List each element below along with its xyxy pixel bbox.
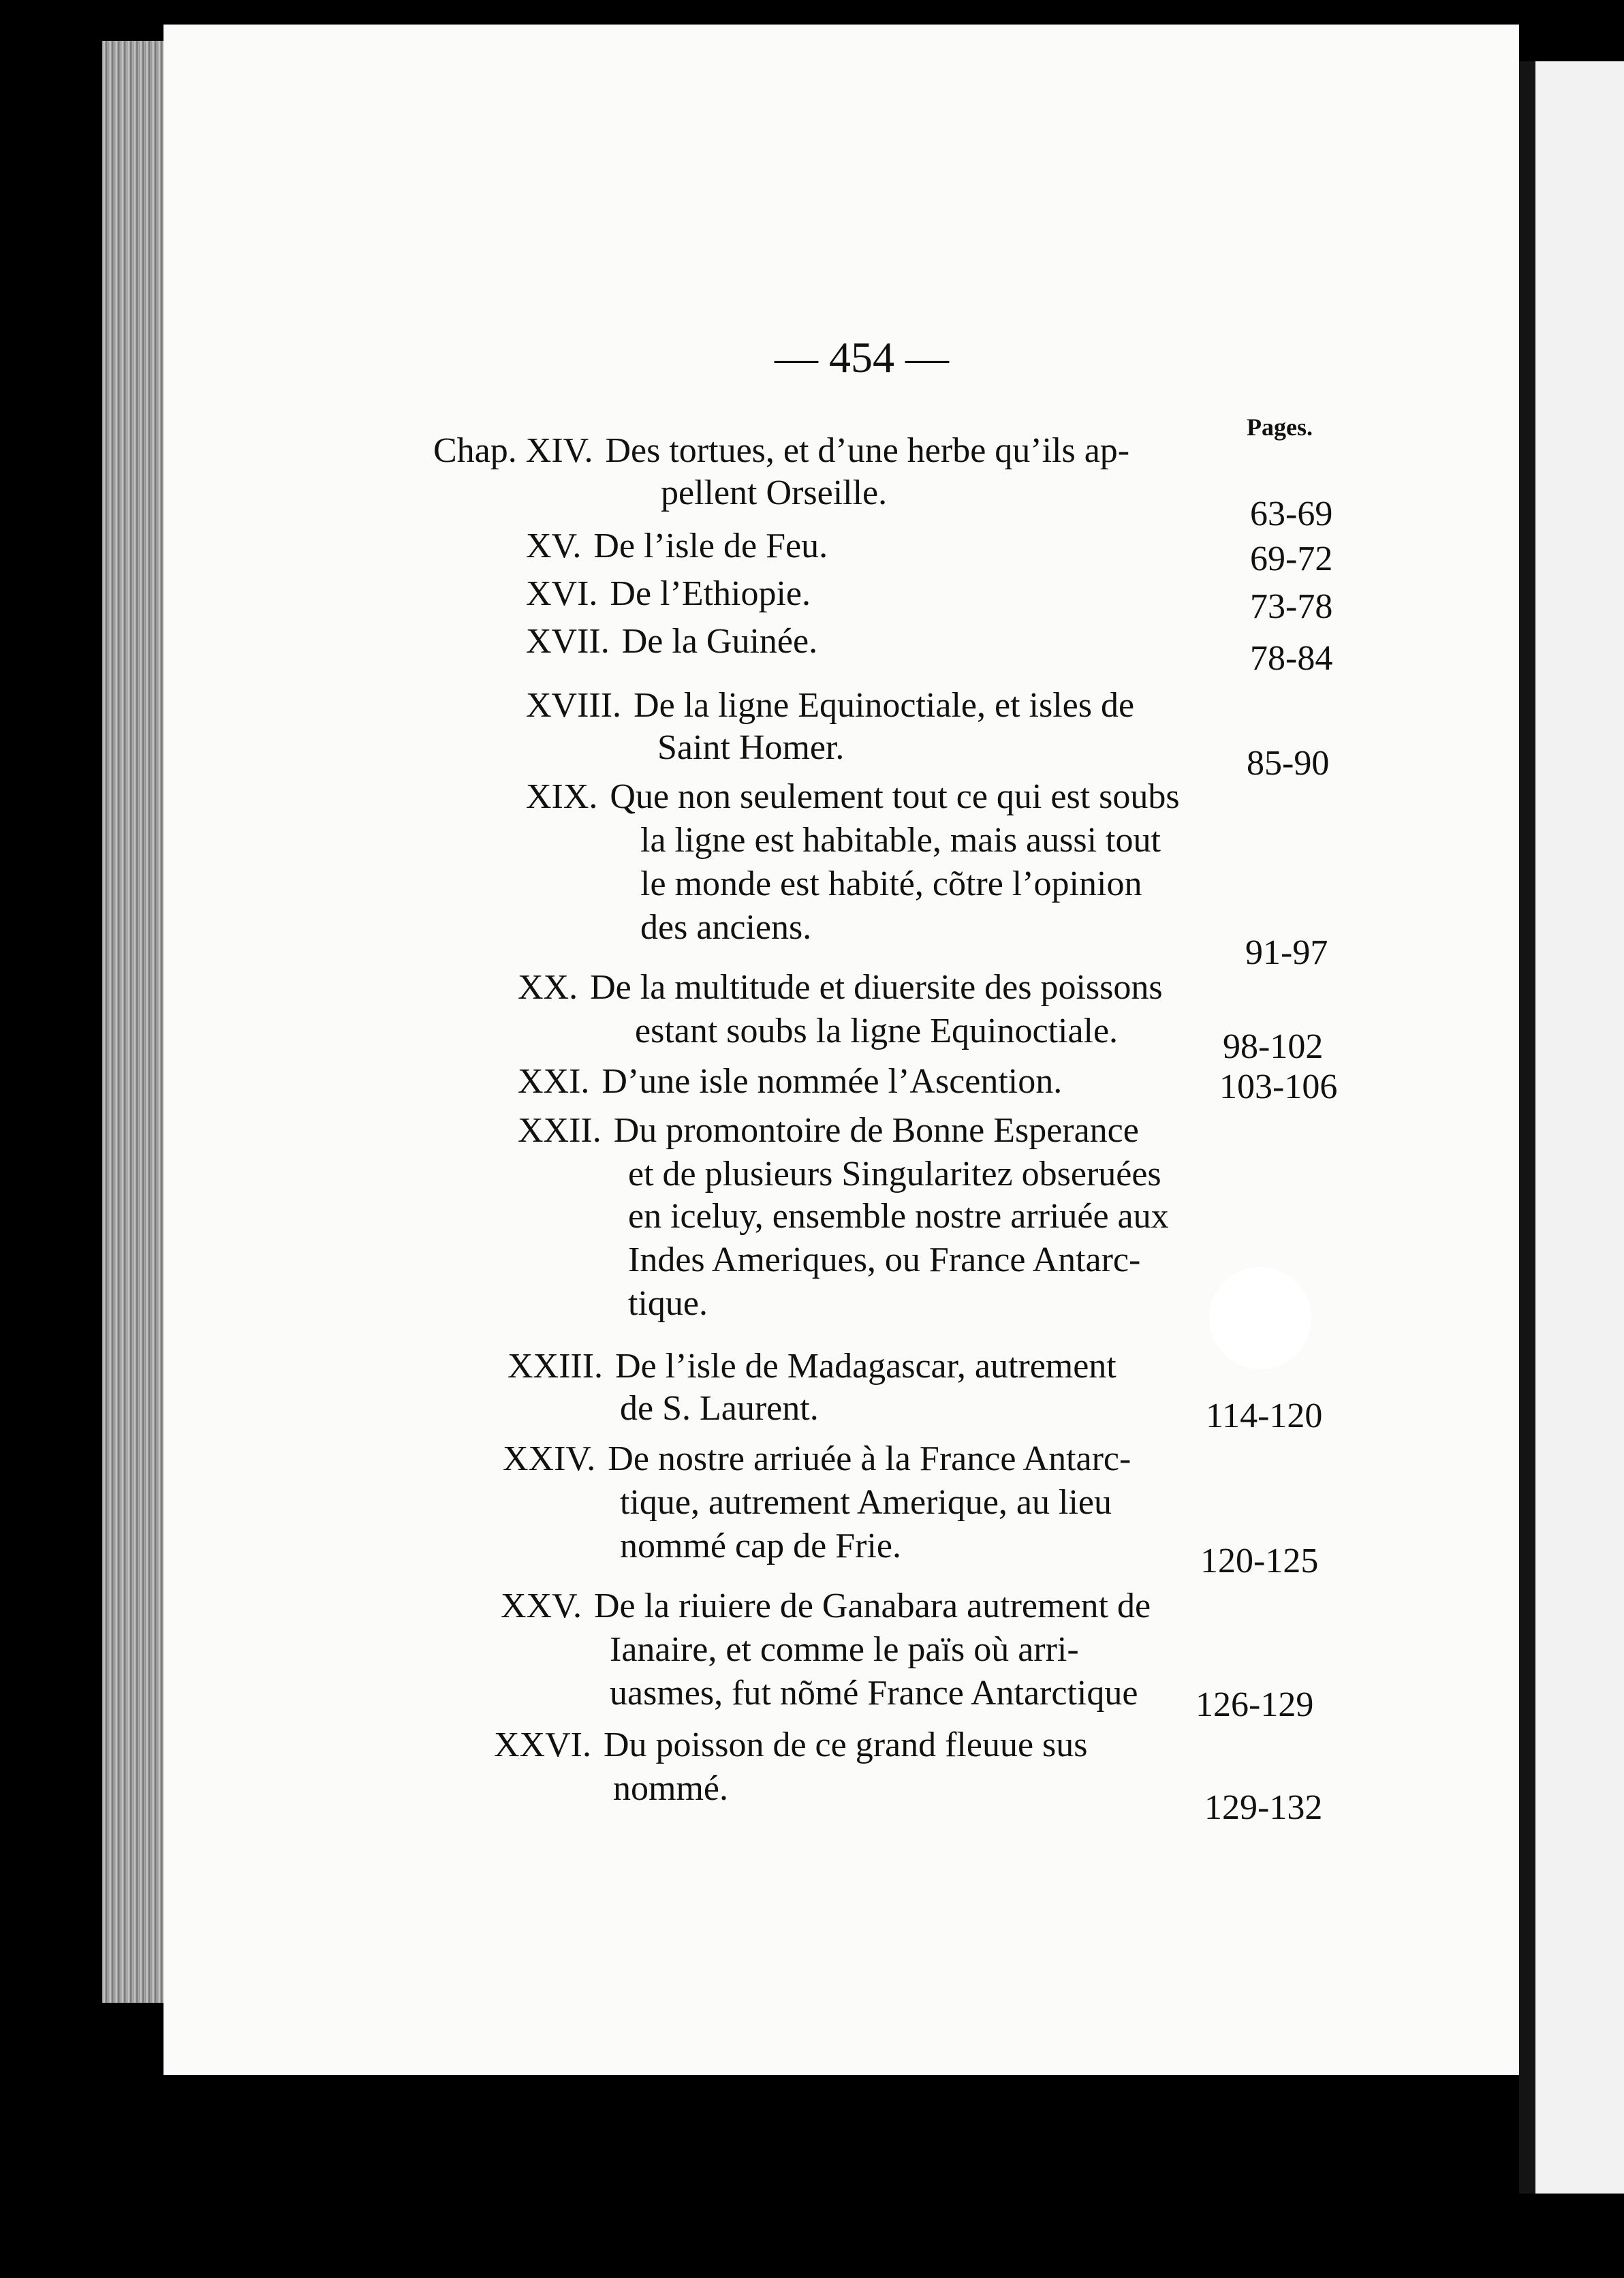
chapter-number: XVII. (526, 622, 610, 661)
toc-entry-line (628, 1283, 708, 1324)
chapter-title-text: uasmes, fut nõmé France Antarctique (610, 1674, 1138, 1713)
chapter-number: XXIII. (507, 1347, 604, 1386)
page-range: 69-72 (1250, 540, 1333, 578)
toc-entry-line (526, 574, 811, 614)
toc-entry-line (628, 1196, 1169, 1237)
toc-entry-line (620, 1388, 819, 1429)
page-edges (102, 41, 163, 2003)
chapter-number: XXV. (501, 1587, 582, 1625)
book-spine (1519, 61, 1535, 2194)
chapter-title-text: De l’isle de Madagascar, autrement (615, 1347, 1116, 1386)
chapter-title-text: D’une isle nommée l’Ascention. (602, 1062, 1063, 1101)
toc-entry-line (620, 1482, 1112, 1523)
page-number: — 454 — (775, 333, 949, 381)
chapter-number: XXI. (518, 1062, 590, 1101)
chapter-number: XXIV. (503, 1439, 596, 1478)
chapter-title-text: Indes Ameriques, ou France Antarc- (628, 1241, 1141, 1279)
toc-entry-line (640, 864, 1142, 905)
toc-entry-line (494, 1725, 1088, 1766)
chapter-title-text: De la multitude et diuersite des poissons (590, 968, 1163, 1007)
chapter-number: XXVI. (494, 1726, 591, 1764)
chapter-title-text: le monde est habité, cõtre l’opinion (640, 864, 1142, 903)
chapter-number: XVIII. (526, 686, 622, 725)
toc-entry-line (661, 473, 887, 514)
toc-entry-line (640, 907, 811, 948)
toc-entry-line (501, 1586, 1151, 1627)
toc-entry-line (526, 621, 817, 662)
chapter-title-text: tique, autrement Amerique, au lieu (620, 1483, 1112, 1522)
chapter-title-text: et de plusieurs Singularitez obseruées (628, 1155, 1161, 1193)
toc-entry-line (628, 1154, 1161, 1195)
toc-entry-line (610, 1673, 1138, 1714)
toc-entry-line (526, 777, 1180, 817)
page-range: 103-106 (1219, 1067, 1338, 1106)
pages-column-header: Pages. (1247, 414, 1313, 441)
chapter-title-text: Des tortues, et d’une herbe qu’ils ap- (605, 431, 1130, 470)
chapter-title-text: De la riuiere de Ganabara autrement de (593, 1587, 1151, 1625)
facing-page-edge (1535, 61, 1624, 2194)
chapter-title-text: De l’isle de Feu. (593, 527, 828, 565)
chapter-title-text: Du poisson de ce grand fleuue sus (603, 1726, 1088, 1764)
page-range: 63-69 (1250, 495, 1333, 533)
chapter-number: XXII. (518, 1111, 602, 1150)
toc-entry-line (613, 1768, 728, 1809)
page-range: 98-102 (1223, 1027, 1324, 1066)
toc-entry-line (657, 728, 844, 768)
chapter-title-text: Saint Homer. (657, 728, 845, 767)
toc-entry-line (610, 1629, 1079, 1670)
toc-entry-line (628, 1240, 1140, 1281)
chapter-title-text: Du promontoire de Bonne Esperance (613, 1111, 1139, 1150)
chapter-title-text: De l’Ethiopie. (610, 574, 811, 613)
ink-blot (1209, 1267, 1311, 1369)
chapter-title-text: pellent Orseille. (661, 473, 888, 512)
toc-entry-line (433, 431, 1129, 471)
chapter-number: XVI. (526, 574, 598, 613)
toc-entry-line (620, 1526, 901, 1567)
toc-entry-line (503, 1439, 1131, 1480)
chapter-number: XV. (526, 527, 582, 565)
chapter-title-text: De la Guinée. (621, 622, 818, 661)
chapter-title-text: la ligne est habitable, mais aussi tout (640, 821, 1161, 860)
page-range: 78-84 (1250, 639, 1333, 678)
page-range: 126-129 (1196, 1685, 1314, 1724)
toc-entry-line (526, 685, 1134, 726)
page-range: 85-90 (1247, 744, 1330, 783)
chapter-title-text: Ianaire, et comme le païs où arri- (610, 1630, 1079, 1669)
page-range: 114-120 (1206, 1397, 1323, 1435)
page-range: 129-132 (1204, 1788, 1323, 1827)
chapter-number: XIX. (526, 777, 598, 816)
chapter-title-text: de S. Laurent. (620, 1389, 819, 1428)
chapter-title-text: estant soubs la ligne Equinoctiale. (635, 1012, 1119, 1050)
chapter-title-text: De la ligne Equinoctiale, et isles de (634, 686, 1135, 725)
chapter-title-text: nommé cap de Frie. (620, 1527, 901, 1565)
toc-entry-line (518, 1110, 1139, 1151)
page-range: 120-125 (1200, 1542, 1319, 1580)
chapter-title-text: des anciens. (640, 908, 812, 947)
chapter-number: Chap. XIV. (433, 431, 593, 470)
page-range: 91-97 (1245, 933, 1328, 972)
toc-entry-line (640, 820, 1161, 861)
toc-entry-line (635, 1011, 1118, 1052)
toc-entry-line (518, 1061, 1062, 1102)
toc-entry-line (526, 526, 828, 567)
chapter-title-text: Que non seulement tout ce qui est soubs (610, 777, 1180, 816)
toc-entry-line (518, 967, 1163, 1008)
page-range: 73-78 (1250, 587, 1333, 626)
chapter-title-text: en iceluy, ensemble nostre arriuée aux (628, 1197, 1169, 1236)
chapter-title-text: De nostre arriuée à la France Antarc- (608, 1439, 1131, 1478)
toc-entry-line (507, 1346, 1116, 1387)
chapter-title-text: nommé. (613, 1769, 728, 1808)
chapter-number: XX. (518, 968, 578, 1007)
chapter-title-text: tique. (628, 1284, 708, 1323)
